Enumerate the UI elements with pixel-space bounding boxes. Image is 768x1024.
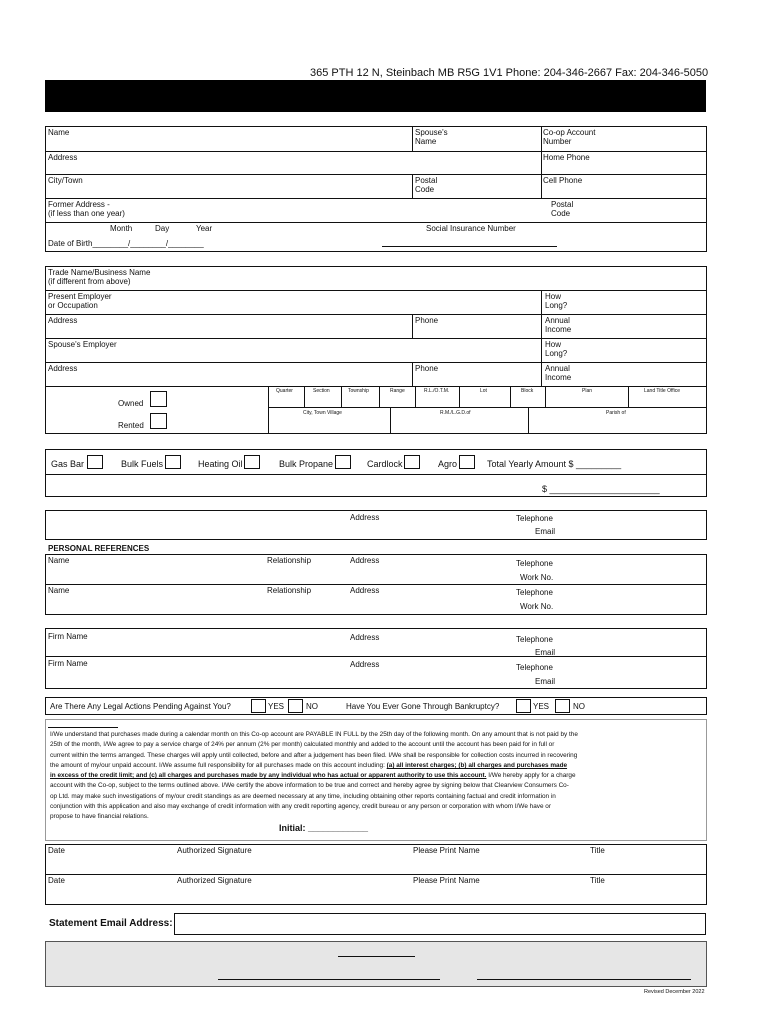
title-banner [45, 80, 706, 112]
bankruptcy-no-checkbox[interactable] [555, 699, 570, 713]
applicant-section [45, 126, 707, 252]
statement-email-input[interactable] [174, 913, 706, 935]
sin-label: Social Insurance Number [426, 224, 516, 233]
spouse-name-label: Spouse's Name [415, 128, 448, 146]
terms-line-2: 25th of the month, I/We agree to pay a service charge of 24% per annum (2% per month) calculated monthly and added to the account until the account has been paid for in full or [50, 741, 555, 749]
land-section: Section [313, 388, 330, 394]
sig1-signature: Authorized Signature [177, 846, 252, 855]
land-rl-otm: R.L./O.T.M. [424, 388, 450, 394]
bank-address-label: Address [350, 513, 380, 522]
postal-code-label: Postal Code [415, 176, 438, 194]
owned-label: Owned [118, 399, 144, 408]
product-bulk-fuels: Bulk Fuels [121, 459, 164, 469]
ref1-work: Work No. [520, 573, 554, 582]
bulk-fuels-checkbox[interactable] [165, 455, 181, 469]
firm1-address: Address [350, 633, 380, 642]
legal-no-label: NO [306, 702, 318, 711]
ref2-address: Address [350, 586, 380, 595]
heating-oil-checkbox[interactable] [244, 455, 260, 469]
terms-line-3: current within the terms arranged. These charges will apply until collected, before and after a judgement has been filed. I/We shall be responsible for collection costs incurred in recovering [50, 751, 578, 759]
firm2-name: Firm Name [48, 659, 88, 668]
agro-checkbox[interactable] [459, 455, 475, 469]
ref2-relationship: Relationship [267, 586, 312, 595]
how-long-label: How Long? [545, 292, 568, 310]
sig2-date: Date [48, 876, 65, 885]
terms-line-5: in excess of the credit limit; and (c) all charges and purchases made by any individual who has actual or apparent authority to use this account. I/We hereby apply for a charge [50, 772, 576, 780]
land-rm: R.M./L.G.D.of [440, 410, 471, 416]
sig1-date: Date [48, 846, 65, 855]
product-bulk-propane: Bulk Propane [279, 459, 334, 469]
sig2-title: Title [590, 876, 605, 885]
year-label: Year [196, 224, 213, 233]
rented-checkbox[interactable] [150, 413, 167, 429]
terms-line-7: op Ltd. may make such investigations of my/our credit standings as are deemed necessary at any time, including obtaining other reports containing factual and credit information in [50, 792, 556, 800]
day-label: Day [155, 224, 170, 233]
sig2-signature: Authorized Signature [177, 876, 252, 885]
personal-references-title: PERSONAL REFERENCES [48, 544, 150, 553]
dob-label: Date of Birth________/________/________ [48, 239, 204, 248]
spouse-address-label: Address [48, 364, 78, 373]
product-heating-oil: Heating Oil [198, 459, 243, 469]
firm1-telephone: Telephone [516, 635, 553, 644]
land-township: Township [348, 388, 369, 394]
legal-question: Are There Any Legal Actions Pending Against You? [50, 702, 231, 711]
rented-label: Rented [118, 421, 144, 430]
ref2-telephone: Telephone [516, 588, 553, 597]
ref1-telephone: Telephone [516, 559, 553, 568]
land-range: Range [390, 388, 405, 394]
land-lot: Lot [480, 388, 487, 394]
bank-telephone-label: Telephone [516, 514, 553, 523]
ref1-relationship: Relationship [267, 556, 312, 565]
ref1-name: Name [48, 556, 70, 565]
gas-bar-checkbox[interactable] [87, 455, 103, 469]
legal-yes-checkbox[interactable] [251, 699, 266, 713]
annual-income-label: Annual Income [545, 316, 572, 334]
spouse-employer-label: Spouse's Employer [48, 340, 117, 349]
firm2-telephone: Telephone [516, 663, 553, 672]
legal-no-checkbox[interactable] [288, 699, 303, 713]
ref1-address: Address [350, 556, 380, 565]
product-gas-bar: Gas Bar [51, 459, 85, 469]
former-address-label: Former Address - (if less than one year) [48, 200, 125, 218]
firm1-email: Email [535, 648, 556, 657]
dollar-amount: $ ______________________ [542, 484, 660, 494]
cardlock-checkbox[interactable] [404, 455, 420, 469]
cell-phone-label: Cell Phone [543, 176, 583, 185]
terms-line-4: the amount of my/our unpaid account. I/We assume full responsibility for all purchases made on this account including: (a) all interest charges; (b) all charges and purchases made [50, 761, 568, 769]
terms-text [50, 730, 705, 823]
legal-yes-label: YES [268, 702, 285, 711]
home-phone-label: Home Phone [543, 153, 590, 162]
firm2-address: Address [350, 660, 380, 669]
name-label: Name [48, 128, 70, 137]
former-postal-label: Postal Code [551, 200, 574, 218]
statement-email-label: Statement Email Address: [49, 918, 173, 929]
owned-checkbox[interactable] [150, 391, 167, 407]
spouse-phone-label: Phone [415, 364, 439, 373]
bankruptcy-yes-label: YES [533, 702, 550, 711]
land-quarter: Quarter [276, 388, 293, 394]
terms-line-6: account with the Co-op, subject to the terms outlined above. I/We certify the above information to be true and correct and hereby agree by signing below that Clearview Consumers Co- [50, 782, 569, 790]
product-cardlock: Cardlock [367, 459, 403, 469]
bankruptcy-no-label: NO [573, 702, 585, 711]
address-label: Address [48, 153, 78, 162]
bankruptcy-yes-checkbox[interactable] [516, 699, 531, 713]
employment-section [45, 266, 707, 434]
employer-label: Present Employer or Occupation [48, 292, 112, 310]
header-address: 365 PTH 12 N, Steinbach MB R5G 1V1 Phone: 204-346-2667 Fax: 204-346-5050 [310, 67, 709, 79]
firm2-email: Email [535, 677, 556, 686]
coop-account-label: Co-op Account Number [543, 128, 596, 146]
land-parish: Parish of [606, 410, 626, 416]
land-plan: Plan [582, 388, 593, 394]
land-city: City, Town Village [303, 410, 342, 416]
sig1-print: Please Print Name [413, 846, 480, 855]
terms-line-1: I/We understand that purchases made during a calendar month on this Co-op account are PAYABLE IN FULL by the 25th day of the following month. On any amount that is not paid by the [50, 731, 578, 738]
ref2-name: Name [48, 586, 70, 595]
sig2-print: Please Print Name [413, 876, 480, 885]
land-title-office: Land Title Office [644, 388, 681, 394]
city-label: City/Town [48, 176, 83, 185]
month-label: Month [110, 224, 133, 233]
bankruptcy-question: Have You Ever Gone Through Bankruptcy? [346, 702, 500, 711]
product-agro: Agro [438, 459, 458, 469]
total-yearly-amount: Total Yearly Amount $ _________ [487, 459, 622, 469]
employer-address-label: Address [48, 316, 78, 325]
terms-line-9: propose to have financial relations. [50, 813, 149, 821]
employer-phone-label: Phone [415, 316, 439, 325]
trade-name-label: Trade Name/Business Name (if different from above) [48, 268, 151, 286]
office-use-box [45, 941, 707, 987]
ref2-work: Work No. [520, 602, 554, 611]
how-long2-label: How Long? [545, 340, 568, 358]
firm1-name: Firm Name [48, 632, 88, 641]
bank-email-label: Email [535, 527, 556, 536]
land-block: Block [521, 388, 534, 394]
revised-date: Revised December 2022 [644, 989, 705, 995]
terms-line-8: conjunction with this application and also may exchange of credit information with any credit reporting agency, credit bureau or any person or corporation with whom I/We have or [50, 803, 551, 811]
sig1-title: Title [590, 846, 605, 855]
bulk-propane-checkbox[interactable] [335, 455, 351, 469]
annual-income2-label: Annual Income [545, 364, 572, 382]
initial-label: Initial: ____________ [279, 823, 369, 833]
